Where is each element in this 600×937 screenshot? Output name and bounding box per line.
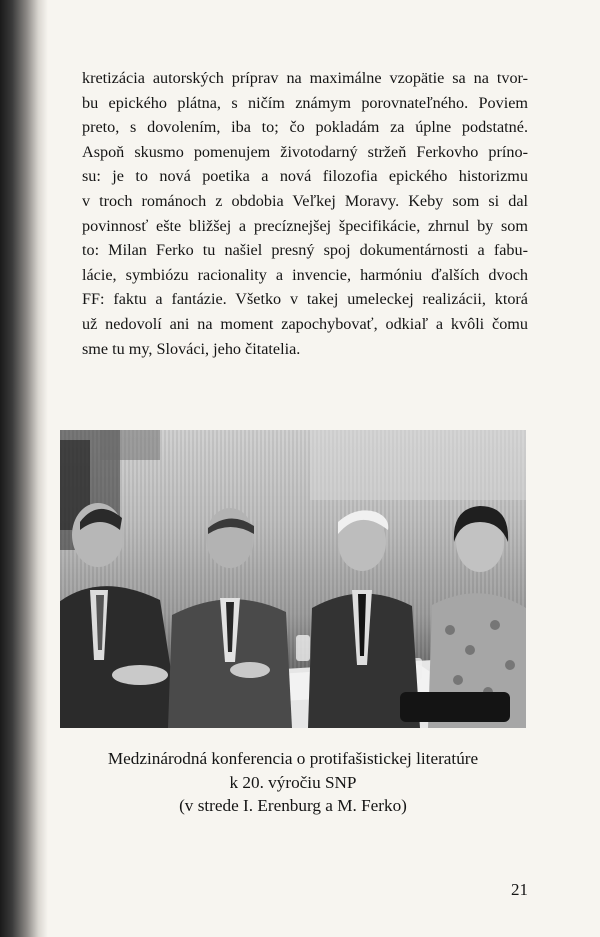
photo-illustration: [60, 430, 526, 728]
text-line: kretizácia autorských príprav na maximálne vzopätie sa na tvor-: [82, 69, 528, 87]
book-gutter-shadow: [0, 0, 48, 937]
text-line: preto, s dovolením, iba to; čo pokladám za úplne podstatné.: [82, 118, 528, 137]
text-line: Aspoň skusmo pomenujem životodarný stržeň Ferkovho príno-: [82, 142, 528, 161]
group-photograph: [60, 430, 526, 728]
body-paragraph: [82, 66, 528, 361]
text-line: bu epického plátna, s ničím známym porovnateľného. Poviem: [82, 93, 528, 112]
text-line: to: Milan Ferko tu našiel presný spoj dokumentárnosti a fabu-: [82, 241, 528, 260]
text-line: FF: faktu a fantázie. Všetko v takej umeleckej realizácii, ktorá: [82, 290, 528, 309]
caption-line: Medzinárodná konferencia o protifašistickej literatúre: [107, 749, 479, 768]
text-line: sme tu my, Slováci, jeho čitatelia.: [82, 339, 301, 358]
page-number: 21: [511, 880, 528, 899]
text-line: už nedovolí ani na moment zapochybovať, odkiaľ a kvôli čomu: [82, 314, 528, 333]
text-line: v troch románoch z obdobia Veľkej Moravy. Keby som si dal: [82, 191, 528, 210]
caption-line: (v strede I. Erenburg a M. Ferko): [179, 796, 407, 815]
photo-caption: [60, 747, 526, 818]
text-line: su: je to nová poetika a nová filozofia epického historizmu: [82, 167, 528, 186]
caption-line: k 20. výročiu SNP: [229, 772, 357, 792]
text-line: lácie, symbiózu racionality a invencie, harmóniu ďalších dvoch: [82, 265, 528, 284]
text-line: povinnosť ešte bližšej a precíznejšej špecifikácie, zhrnul by som: [82, 216, 528, 235]
